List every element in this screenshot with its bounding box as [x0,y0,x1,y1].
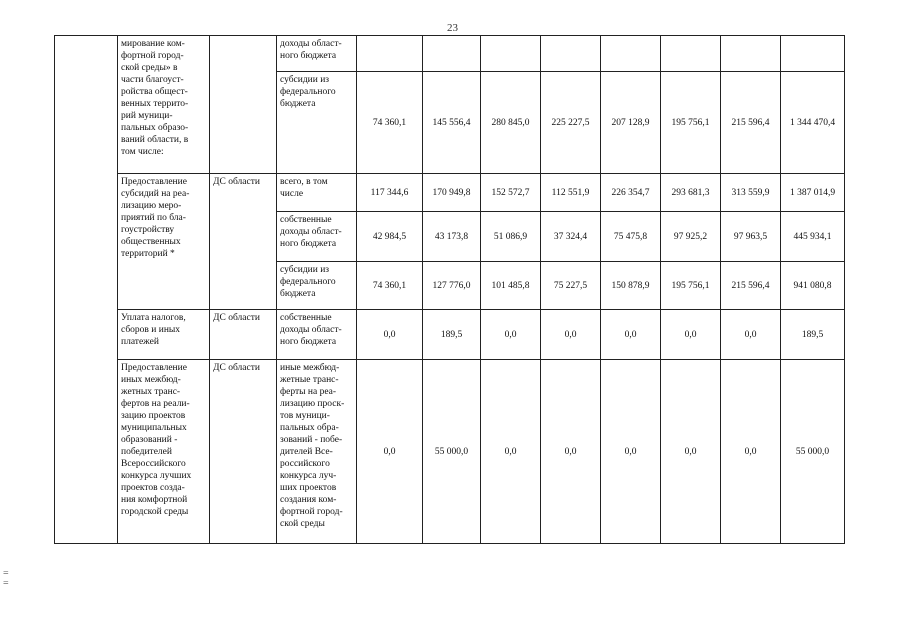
table-row [55,36,845,72]
value-cell: 0,0 [357,360,423,544]
value-cell [541,36,601,72]
measure-name-cell: Предоставление иных межбюд- жетных транс- фертов на реали- зацию проектов муниципальных образований - победителей Всероссийского конкурса лучших проектов созда- ния комфортной городской среды [118,360,210,544]
value-cell: 170 949,8 [423,174,481,212]
value-cell [357,36,423,72]
value-cell: 0,0 [481,310,541,360]
value-cell: 37 324,4 [541,212,601,262]
value-cell: 55 000,0 [423,360,481,544]
value-cell: 225 227,5 [541,72,601,174]
value-cell: 97 963,5 [721,212,781,262]
value-cell: 0,0 [721,310,781,360]
value-cell: 117 344,6 [357,174,423,212]
value-cell: 97 925,2 [661,212,721,262]
value-cell: 75 475,8 [601,212,661,262]
value-cell: 42 984,5 [357,212,423,262]
measure-name-cell: мирование ком- фортной город- ской среды» в части благоуст- ройства общест- венных террито- рий муници- пальных образо- ваний области, в том числе: [118,36,210,174]
value-cell: 280 845,0 [481,72,541,174]
executor-cell [210,36,277,174]
budget-table [54,35,845,544]
executor-cell: ДС области [210,174,277,310]
value-cell: 0,0 [541,310,601,360]
value-cell: 101 485,8 [481,262,541,310]
value-cell: 195 756,1 [661,262,721,310]
value-cell: 0,0 [721,360,781,544]
page-number: 23 [447,22,458,34]
value-cell: 445 934,1 [781,212,845,262]
value-cell: 0,0 [357,310,423,360]
value-cell: 51 086,9 [481,212,541,262]
value-cell [601,36,661,72]
value-cell: 215 596,4 [721,72,781,174]
value-cell: 112 551,9 [541,174,601,212]
value-cell: 145 556,4 [423,72,481,174]
table-row [55,360,845,544]
value-cell: 152 572,7 [481,174,541,212]
value-cell [721,36,781,72]
table-row [55,174,845,212]
value-cell [423,36,481,72]
value-cell: 127 776,0 [423,262,481,310]
value-cell: 75 227,5 [541,262,601,310]
funding-source-cell: иные межбюд- жетные транс- ферты на реа- лизацию проск- тов муници- пальных обра- зований - побе- дителей Все- российского конкурса луч- ших проектов создания ком- фортной город- ской среды [277,360,357,544]
value-cell: 189,5 [423,310,481,360]
measure-name-cell: Предоставление субсидий на реа- лизацию меро- приятий по бла- гоустройству общественных территорий * [118,174,210,310]
funding-source-cell: доходы област- ного бюджета [277,36,357,72]
value-cell: 1 387 014,9 [781,174,845,212]
funding-source-cell: собственные доходы област- ного бюджета [277,212,357,262]
value-cell: 226 354,7 [601,174,661,212]
value-cell: 189,5 [781,310,845,360]
index-cell [55,36,118,544]
measure-name-cell: Уплата налогов, сборов и иных платежей [118,310,210,360]
value-cell: 941 080,8 [781,262,845,310]
value-cell: 215 596,4 [721,262,781,310]
value-cell: 55 000,0 [781,360,845,544]
value-cell: 0,0 [661,310,721,360]
value-cell: 0,0 [481,360,541,544]
value-cell: 0,0 [601,310,661,360]
value-cell: 74 360,1 [357,262,423,310]
executor-cell: ДС области [210,310,277,360]
funding-source-cell: субсидии из федерального бюджета [277,72,357,174]
value-cell: 74 360,1 [357,72,423,174]
funding-source-cell: всего, в том числе [277,174,357,212]
value-cell: 195 756,1 [661,72,721,174]
value-cell: 1 344 470,4 [781,72,845,174]
funding-source-cell: собственные доходы област- ного бюджета [277,310,357,360]
value-cell [661,36,721,72]
value-cell [781,36,845,72]
margin-mark: = [3,568,9,579]
value-cell: 0,0 [541,360,601,544]
value-cell: 293 681,3 [661,174,721,212]
value-cell: 150 878,9 [601,262,661,310]
value-cell: 207 128,9 [601,72,661,174]
margin-mark: = [3,578,9,589]
value-cell: 0,0 [601,360,661,544]
executor-cell: ДС области [210,360,277,544]
value-cell [481,36,541,72]
value-cell: 0,0 [661,360,721,544]
table-row [55,310,845,360]
value-cell: 313 559,9 [721,174,781,212]
value-cell: 43 173,8 [423,212,481,262]
funding-source-cell: субсидии из федерального бюджета [277,262,357,310]
